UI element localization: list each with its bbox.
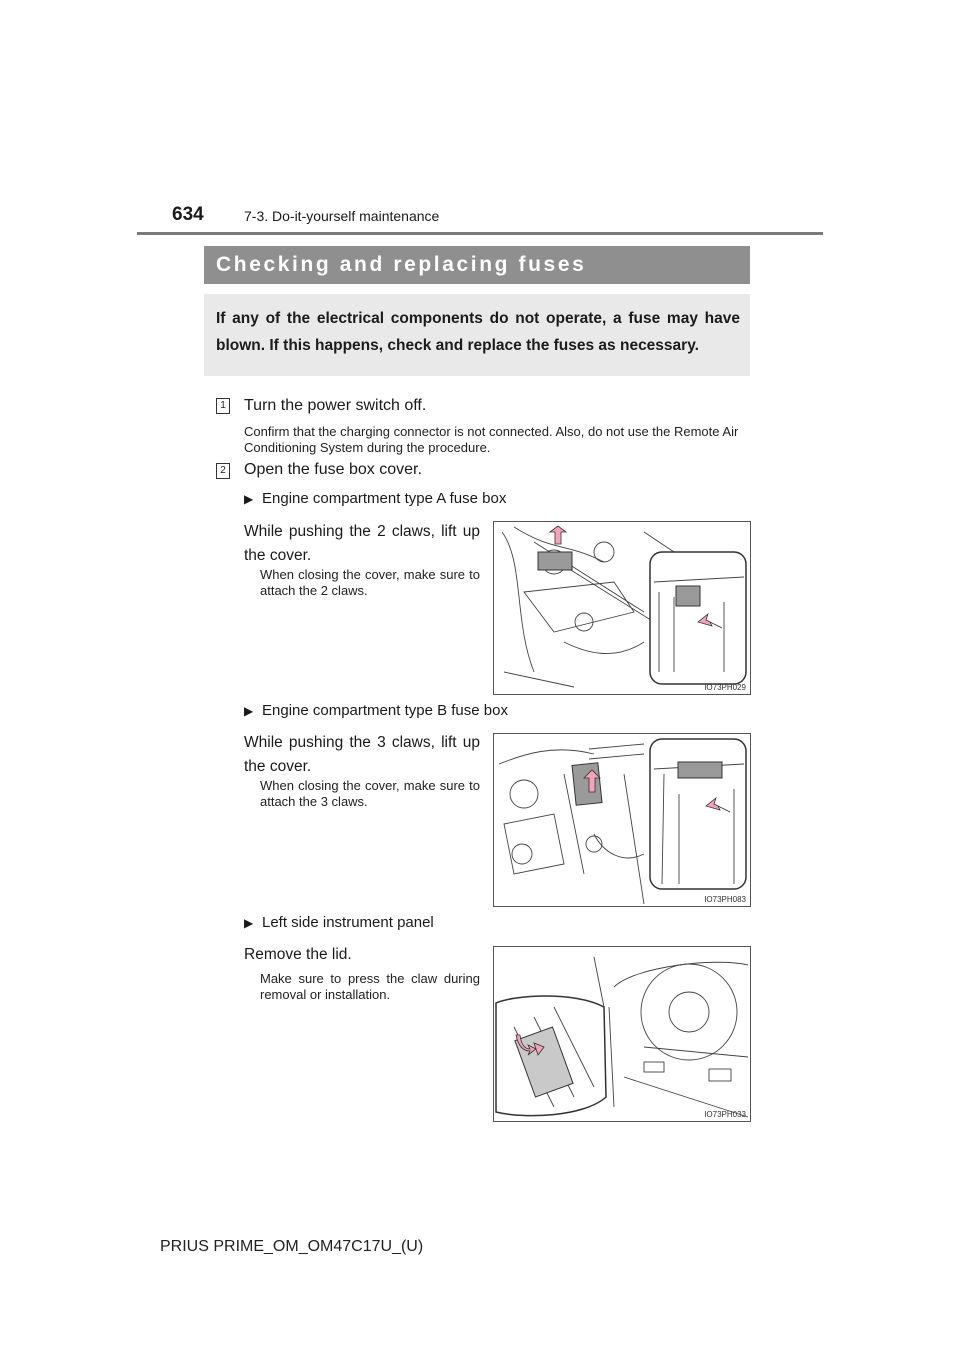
- subsection-heading: [244, 702, 508, 719]
- instrument-panel-illustration: [494, 947, 750, 1121]
- instruction-text: While pushing the 2 claws, lift up the cover.: [244, 523, 480, 564]
- step-number-badge: 2: [216, 463, 230, 479]
- subsection-heading-text: Left side instrument panel: [262, 914, 434, 931]
- figure-fuse-box-type-b: [493, 733, 751, 907]
- triangle-bullet-icon: ▶: [244, 916, 254, 930]
- step-text: Open the fuse box cover.: [244, 461, 422, 478]
- instruction-text: Remove the lid.: [244, 946, 352, 963]
- triangle-bullet-icon: ▶: [244, 492, 254, 506]
- instruction-text: While pushing the 3 claws, lift up the cover.: [244, 734, 480, 775]
- figure-fuse-box-type-a: [493, 521, 751, 695]
- section-title-bar: [204, 246, 750, 284]
- section-reference: 7-3. Do-it-yourself maintenance: [244, 208, 440, 224]
- figure-code: IO73PH083: [704, 895, 746, 904]
- subsection-heading: [244, 490, 506, 507]
- section-title: Checking and replacing fuses: [216, 253, 587, 276]
- step-text: Turn the power switch off.: [244, 397, 427, 414]
- instruction-note: Make sure to press the claw during removal or installation.: [260, 971, 480, 1002]
- detail-inset: [650, 552, 746, 684]
- instruction-note: When closing the cover, make sure to attach the 3 claws.: [260, 778, 480, 809]
- subsection-heading-text: Engine compartment type B fuse box: [262, 702, 508, 719]
- subsection-heading-text: Engine compartment type A fuse box: [262, 490, 507, 507]
- instruction-note: When closing the cover, make sure to attach the 2 claws.: [260, 567, 480, 598]
- footer-doc-code: PRIUS PRIME_OM_OM47C17U_(U): [160, 1238, 424, 1255]
- intro-text: If any of the electrical components do not operate, a fuse may have blown. If this happens, check and replace the fuses as necessary.: [216, 310, 740, 354]
- subsection-heading: [244, 914, 434, 931]
- figure-code: IO73PH029: [704, 683, 746, 692]
- lift-arrow-icon: [550, 526, 566, 544]
- engine-bay-illustration-a: [494, 522, 750, 694]
- step-note: Confirm that the charging connector is not connected. Also, do not use the Remote Air Conditioning System during the procedure.: [244, 424, 739, 455]
- fuse-box-cover: [572, 763, 602, 805]
- engine-bay-illustration-b: [494, 734, 750, 906]
- header-rule: [137, 232, 823, 235]
- step-number-badge: 1: [216, 398, 230, 414]
- figure-code: IO73PH033: [704, 1110, 746, 1119]
- triangle-bullet-icon: ▶: [244, 704, 254, 718]
- figure-instrument-panel: [493, 946, 751, 1122]
- intro-box: [204, 294, 750, 376]
- fuse-box-cover: [538, 552, 572, 570]
- page-number: 634: [172, 204, 204, 225]
